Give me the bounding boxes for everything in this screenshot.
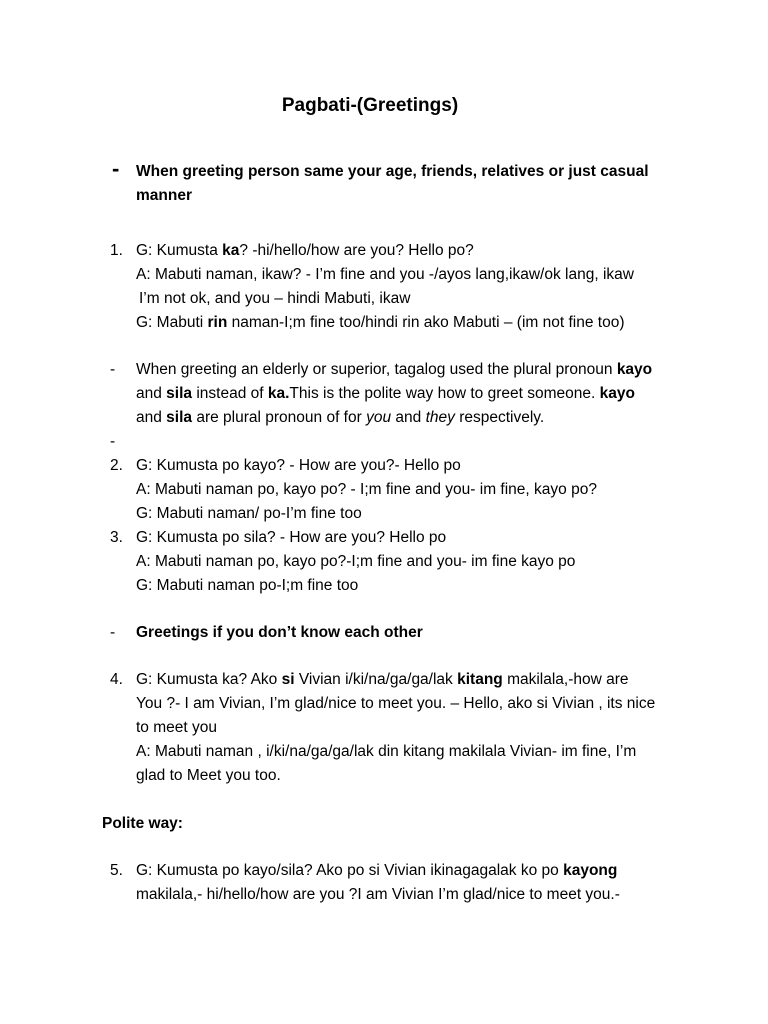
bullet-marker: - — [110, 433, 116, 450]
bullet-marker: - — [112, 156, 120, 181]
bullet-marker: - — [110, 624, 116, 641]
list-number: 4. — [110, 671, 123, 688]
bullet-marker: - — [110, 361, 116, 378]
strangers-text: Greetings if you don’t know each other — [136, 624, 423, 641]
page-title: Pagbati-(Greetings) — [281, 95, 459, 116]
list-item-text: G: Kumusta ka? Ako si Vivian i/ki/na/ga/ga/lak kitang makilala,-how are You ?- I am Vivian, I’m glad/nice to meet you. – Hello, ako si Vivian , its nice to meet you A: Mabuti naman , i/ki/na/ga/ga/lak din kitang makilala Vivian- im fine, I’m glad to Meet you too. — [136, 671, 656, 784]
elderly-text: When greeting an elderly or superior, tagalog used the plural pronoun kayo and sila instead of ka.This is the polite way how to greet someone. kayo and sila are plural pronoun of for you and they respectively. — [136, 361, 653, 426]
list-item-text: G: Kumusta ka? -hi/hello/how are you? Hello po? A: Mabuti naman, ikaw? - I’m fine and you -/ayos lang,ikaw/ok lang, ikaw I’m not ok, and you – hindi Mabuti, ikaw G: Mabuti rin naman-I;m fine too/hindi rin ako Mabuti – (im not fine too) — [136, 242, 634, 331]
list-number: 2. — [110, 457, 123, 474]
polite-way-heading: Polite way: — [102, 815, 183, 832]
list-number: 5. — [110, 862, 123, 879]
intro-text: When greeting person same your age, friends, relatives or just casual manner — [136, 163, 649, 204]
list-item-text: G: Kumusta po kayo/sila? Ako po si Vivian ikinagagalak ko po kayong makilala,- hi/hello/how are you ?I am Vivian I’m glad/nice to meet you.- — [136, 862, 620, 903]
list-item-text: G: Kumusta po kayo? - How are you?- Hello po A: Mabuti naman po, kayo po? - I;m fine and you- im fine, kayo po? G: Mabuti naman/ po-I’m fine too — [136, 457, 597, 522]
list-number: 3. — [110, 529, 123, 546]
list-number: 1. — [110, 242, 123, 259]
list-item-text: G: Kumusta po sila? - How are you? Hello po A: Mabuti naman po, kayo po?-I;m fine and you- im fine kayo po G: Mabuti naman po-I;m fine too — [136, 529, 576, 594]
